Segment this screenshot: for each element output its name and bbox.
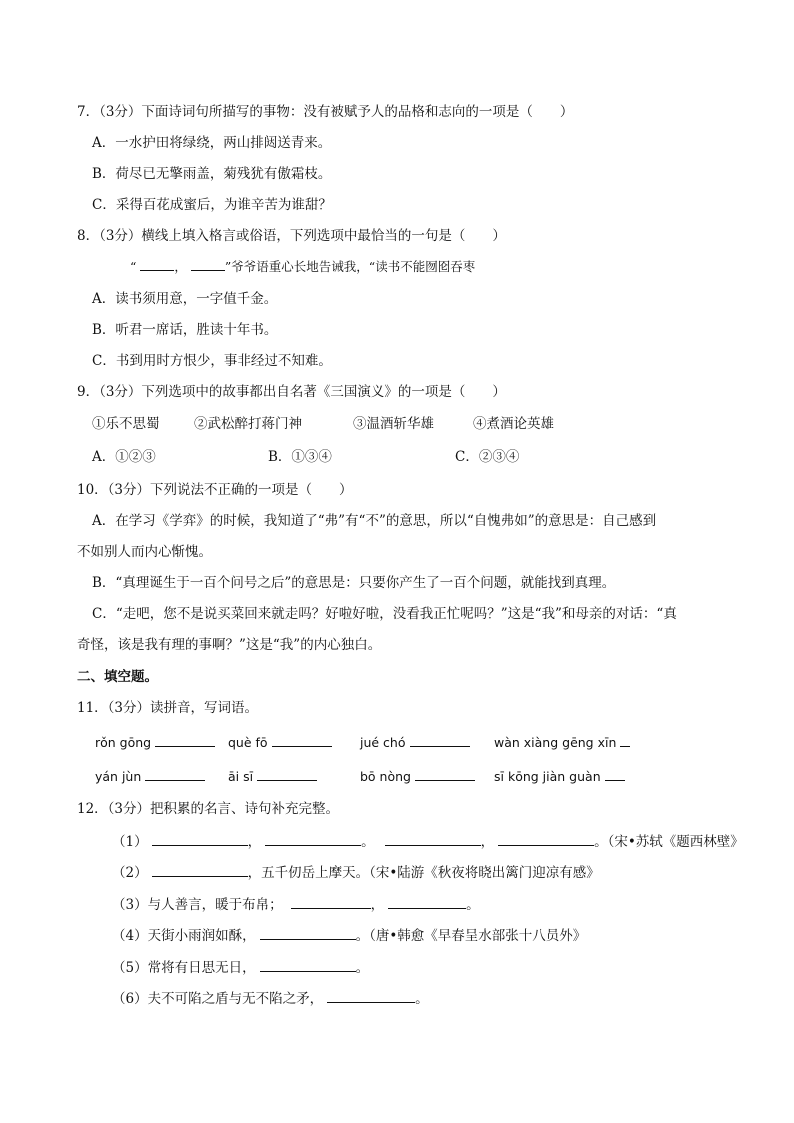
q12-stem: 12．（3分）把积累的名言、诗句补充完整。	[77, 801, 340, 817]
q8-option-a: A．读书须用意，一字值千金。	[92, 291, 278, 307]
pinyin-item: wàn xiàng gēng xīn	[494, 733, 630, 752]
pinyin-item: rǒn gōng	[95, 733, 215, 752]
answer-blank[interactable]	[498, 832, 594, 846]
pinyin-item: jué chó	[360, 733, 470, 752]
fill-line-5: （5）常将有日思无日， 。	[112, 960, 370, 976]
q10-stem: 10．（3分）下列说法不正确的一项是（ ）	[77, 482, 353, 498]
q9-option-c: C．②③④	[455, 449, 520, 465]
pinyin-item: sī kōng jiàn guàn	[494, 767, 625, 786]
q8-option-c: C．书到用时方恨少，事非经过不知难。	[92, 353, 332, 369]
answer-blank[interactable]	[265, 832, 361, 846]
answer-blank[interactable]	[257, 767, 317, 781]
answer-blank[interactable]	[145, 767, 205, 781]
q7-option-c: C．采得百花成蜜后，为谁辛苦为谁甜？	[92, 197, 332, 213]
answer-blank[interactable]	[260, 926, 356, 940]
q9-item-2: ②武松醉打蒋门神	[194, 416, 302, 432]
q7-option-b: B．荷尽已无擎雨盖，菊残犹有傲霜枝。	[92, 166, 332, 182]
q8-stem: 8．（3分）横线上填入格言或俗语，下列选项中最恰当的一句是（ ）	[77, 228, 506, 244]
answer-blank[interactable]	[327, 989, 415, 1003]
q7-stem: 7．（3分）下面诗词句所描写的事物：没有被赋予人的品格和志向的一项是（ ）	[77, 104, 574, 120]
q10-option-c-line2: 奇怪，该是我有理的事啊？”这是“我”的内心独白。	[77, 637, 382, 653]
answer-blank[interactable]	[385, 832, 481, 846]
q9-item-1: ①乐不思蜀	[92, 416, 160, 432]
pinyin-item: āi sī	[228, 767, 317, 786]
section-heading: 二、填空题。	[77, 669, 158, 685]
fill-line-6: （6）夫不可陷之盾与无不陷之矛， 。	[112, 991, 429, 1007]
q11-stem: 11．（3分）读拼音，写词语。	[77, 700, 259, 716]
q10-option-a-line2: 不如别人而内心惭愧。	[77, 544, 212, 560]
q9-item-4: ④煮酒论英雄	[473, 416, 554, 432]
q8-option-b: B．听君一席话，胜读十年书。	[92, 322, 278, 338]
fill-line-4: （4）天街小雨润如酥， 。（唐•韩愈《早春呈水部张十八员外》	[112, 928, 587, 944]
fill-line-1: （1） ， 。 ， 。（宋•苏轼《题西林壁》	[112, 834, 744, 850]
fill-line-2: （2） ，五千仞岳上摩天。（宋•陆游《秋夜将晓出篱门迎凉有感》	[112, 865, 600, 881]
q9-item-3: ③温酒斩华雄	[353, 416, 434, 432]
answer-blank[interactable]	[260, 958, 356, 972]
blank[interactable]	[140, 257, 174, 271]
answer-blank[interactable]	[415, 767, 475, 781]
q7-option-a: A．一水护田将绿绕，两山排闼送青来。	[92, 135, 332, 151]
q9-option-a: A．①②③	[92, 449, 156, 465]
answer-blank[interactable]	[152, 863, 248, 877]
answer-blank[interactable]	[152, 832, 248, 846]
answer-blank[interactable]	[291, 895, 371, 909]
pinyin-item: què fō	[228, 733, 332, 752]
q8-prompt: “ ， ”爷爷语重心长地告诫我，“读书不能囫囵吞枣	[130, 259, 476, 274]
q9-option-b: B．①③④	[268, 449, 332, 465]
q10-option-c-line1: C．“走吧，您不是说买菜回来就走吗？好啦好啦，没看我正忙呢吗？”这是“我”和母亲的对话：“真	[92, 606, 677, 622]
q9-stem: 9．（3分）下列选项中的故事都出自名著《三国演义》的一项是（ ）	[77, 384, 506, 400]
answer-blank[interactable]	[605, 767, 625, 781]
q10-option-a-line1: A．在学习《学弈》的时候，我知道了“弗”有“不”的意思，所以“自愧弗如”的意思是：自己感到	[92, 513, 657, 529]
answer-blank[interactable]	[620, 733, 630, 747]
fill-line-3: （3）与人善言，暖于布帛； ， 。	[112, 897, 480, 913]
answer-blank[interactable]	[388, 895, 466, 909]
answer-blank[interactable]	[272, 733, 332, 747]
q10-option-b: B．“真理诞生于一百个问号之后”的意思是：只要你产生了一百个问题，就能找到真理。	[92, 575, 616, 591]
answer-blank[interactable]	[155, 733, 215, 747]
pinyin-item: bō nòng	[360, 767, 475, 786]
answer-blank[interactable]	[410, 733, 470, 747]
pinyin-item: yán jùn	[95, 767, 205, 786]
blank[interactable]	[191, 257, 225, 271]
